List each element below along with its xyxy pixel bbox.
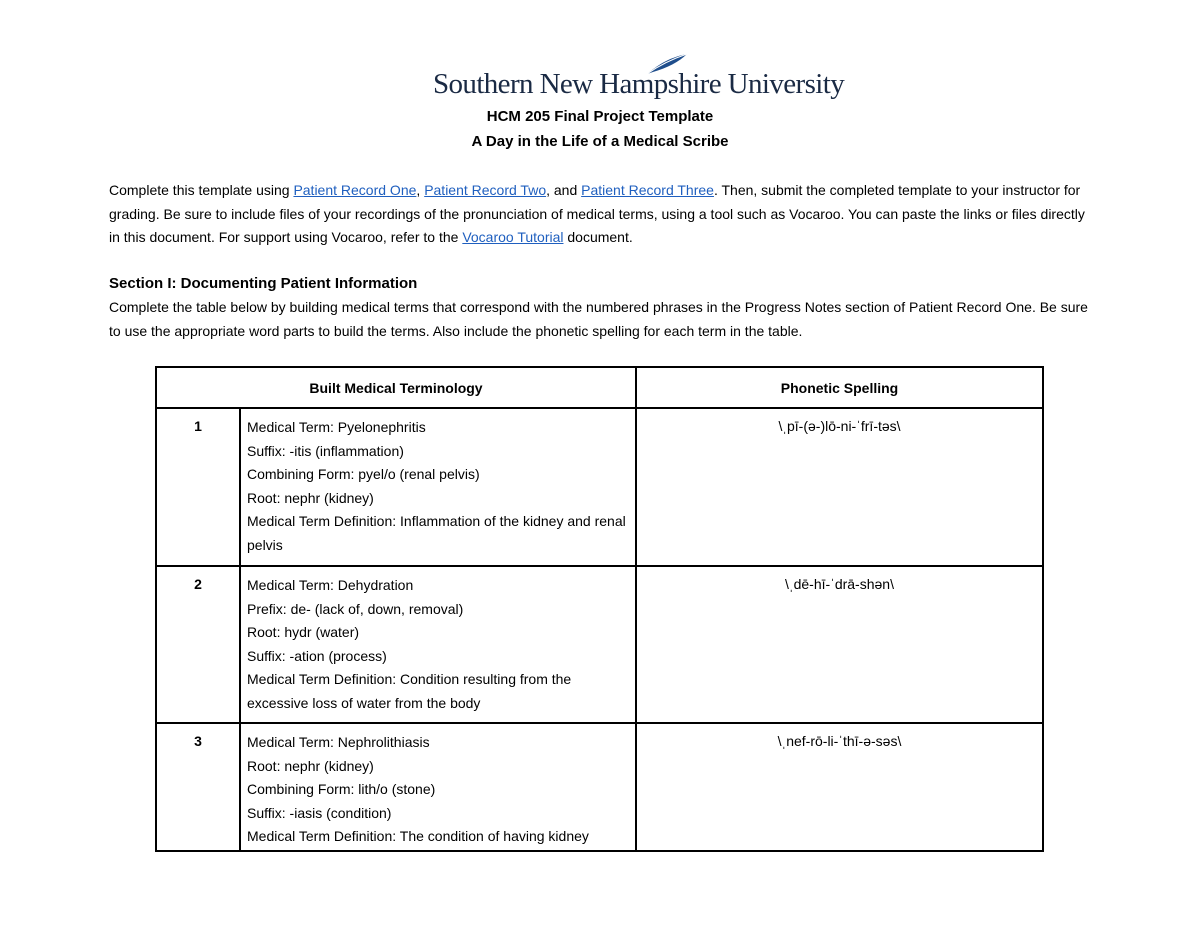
row-number: 2 xyxy=(194,576,202,592)
term-line: Root: hydr (water) xyxy=(247,624,360,640)
term-details xyxy=(247,731,631,849)
term-line: Medical Term: Pyelonephritis xyxy=(247,419,426,435)
document-subtitle: A Day in the Life of a Medical Scribe xyxy=(471,133,729,150)
row-number: 1 xyxy=(194,418,202,434)
patient-record-two-link[interactable]: Patient Record Two xyxy=(424,182,547,198)
term-line: Suffix: -ation (process) xyxy=(247,647,387,664)
phonetic-spelling: \ˌnef-rō-li-ˈthī-ə-səs\ xyxy=(777,733,902,749)
term-details xyxy=(247,574,631,715)
section-heading: Section I: Documenting Patient Information xyxy=(109,275,418,292)
intro-text: document. xyxy=(563,229,633,245)
term-line: Medical Term Definition: Condition resulting from the excessive loss of water from the body xyxy=(247,671,572,711)
logo-wordmark: Southern New Hampshire University xyxy=(433,68,845,100)
table-row xyxy=(157,409,1042,565)
term-line: Suffix: -iasis (condition) xyxy=(247,804,392,821)
row-number: 3 xyxy=(194,733,202,749)
table-row xyxy=(157,567,1042,722)
term-line: Medical Term: Dehydration xyxy=(247,577,414,593)
patient-record-one-link[interactable]: Patient Record One xyxy=(293,182,417,198)
vocaroo-tutorial-link[interactable]: Vocaroo Tutorial xyxy=(462,229,564,245)
intro-paragraph xyxy=(109,179,1099,250)
term-line: Combining Form: lith/o (stone) xyxy=(247,781,436,797)
document-title: HCM 205 Final Project Template xyxy=(486,108,714,125)
term-line: Medical Term Definition: The condition of having kidney xyxy=(247,828,589,844)
table-row xyxy=(157,724,1042,852)
intro-text: Complete this template using xyxy=(109,182,294,198)
section-instructions: Complete the table below by building medical terms that correspond with the numbered phrases in the Progress Notes section of Patient Record One. Be sure to use the appropriate word parts to build the terms. Also include the phonetic spelling for each term in the table. xyxy=(109,299,1088,339)
term-line: Combining Form: pyel/o (renal pelvis) xyxy=(247,466,480,482)
terminology-table xyxy=(155,366,1044,852)
phonetic-spelling: \ˌpī-(ə-)lō-ni-ˈfrī-təs\ xyxy=(778,418,901,434)
phonetic-spelling: \ˌdē-hī-ˈdrā-shən\ xyxy=(785,576,894,592)
table-header-phonetic: Phonetic Spelling xyxy=(780,380,899,396)
term-line: Root: nephr (kidney) xyxy=(247,489,374,506)
table-header-terminology: Built Medical Terminology xyxy=(309,380,483,396)
term-line: Medical Term: Nephrolithiasis xyxy=(247,734,430,750)
intro-text: , xyxy=(416,182,425,198)
intro-text: , and xyxy=(546,182,582,198)
term-line: Prefix: de- (lack of, down, removal) xyxy=(247,600,464,617)
term-line: Root: nephr (kidney) xyxy=(247,757,374,774)
university-logo xyxy=(433,52,845,102)
patient-record-three-link[interactable]: Patient Record Three xyxy=(581,182,714,198)
term-line: Medical Term Definition: Inflammation of the kidney and renal pelvis xyxy=(247,513,626,553)
term-details xyxy=(247,416,631,557)
intro-text: . Then, submit the completed template to your instructor for grading. Be sure to include files of your recordings of the pronunciation of medical terms, using a tool such as Vocaroo. You can paste the links or files directly in this document. For support using Vocaroo, refer to the xyxy=(109,182,1085,245)
term-line: Suffix: -itis (inflammation) xyxy=(247,442,404,459)
